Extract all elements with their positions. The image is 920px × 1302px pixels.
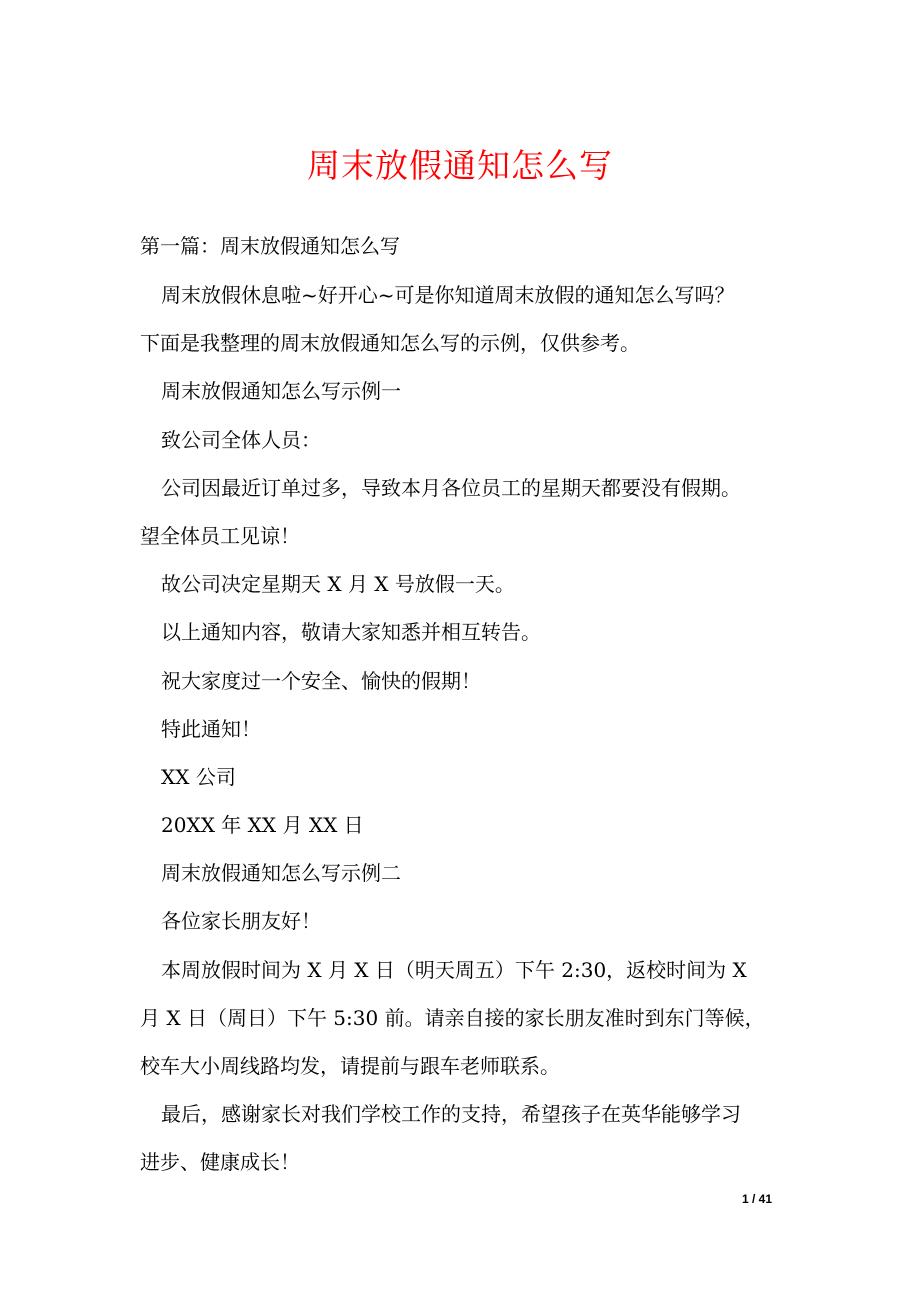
section-heading: 第一篇：周末放假通知怎么写 <box>140 234 400 258</box>
signature-date: 20XX 年 XX 月 XX 日 <box>161 813 364 837</box>
paragraph-line: 本周放假时间为 X 月 X 日（明天周五）下午 2:30，返校时间为 X <box>161 958 747 982</box>
paragraph-line: 特此通知！ <box>161 717 261 741</box>
example-heading: 周末放假通知怎么写示例二 <box>161 861 401 885</box>
document-title: 周末放假通知怎么写 <box>307 146 613 185</box>
paragraph-line: 周末放假休息啦~好开心~可是你知道周末放假的通知怎么写吗？ <box>161 283 735 307</box>
paragraph-line: 望全体员工见谅！ <box>140 524 300 548</box>
paragraph-line: 公司因最近订单过多，导致本月各位员工的星期天都要没有假期。 <box>161 476 741 500</box>
paragraph-line: 祝大家度过一个安全、愉快的假期！ <box>161 669 481 693</box>
signature-company: XX 公司 <box>161 765 236 789</box>
paragraph-line: 校车大小周线路均发，请提前与跟车老师联系。 <box>140 1054 560 1078</box>
paragraph-line: 进步、健康成长！ <box>140 1150 300 1174</box>
paragraph-line: 最后，感谢家长对我们学校工作的支持，希望孩子在英华能够学习 <box>161 1102 741 1126</box>
paragraph-line: 下面是我整理的周末放假通知怎么写的示例，仅供参考。 <box>140 331 640 355</box>
salutation-line: 各位家长朋友好！ <box>161 909 321 933</box>
example-heading: 周末放假通知怎么写示例一 <box>161 379 401 403</box>
paragraph-line: 以上通知内容，敬请大家知悉并相互转告。 <box>161 620 541 644</box>
page-number: 1 / 41 <box>742 1192 773 1206</box>
paragraph-line: 故公司决定星期天 X 月 X 号放假一天。 <box>161 572 515 596</box>
salutation-line: 致公司全体人员： <box>161 428 321 452</box>
paragraph-line: 月 X 日（周日）下午 5:30 前。请亲自接的家长朋友准时到东门等候， <box>140 1006 765 1030</box>
